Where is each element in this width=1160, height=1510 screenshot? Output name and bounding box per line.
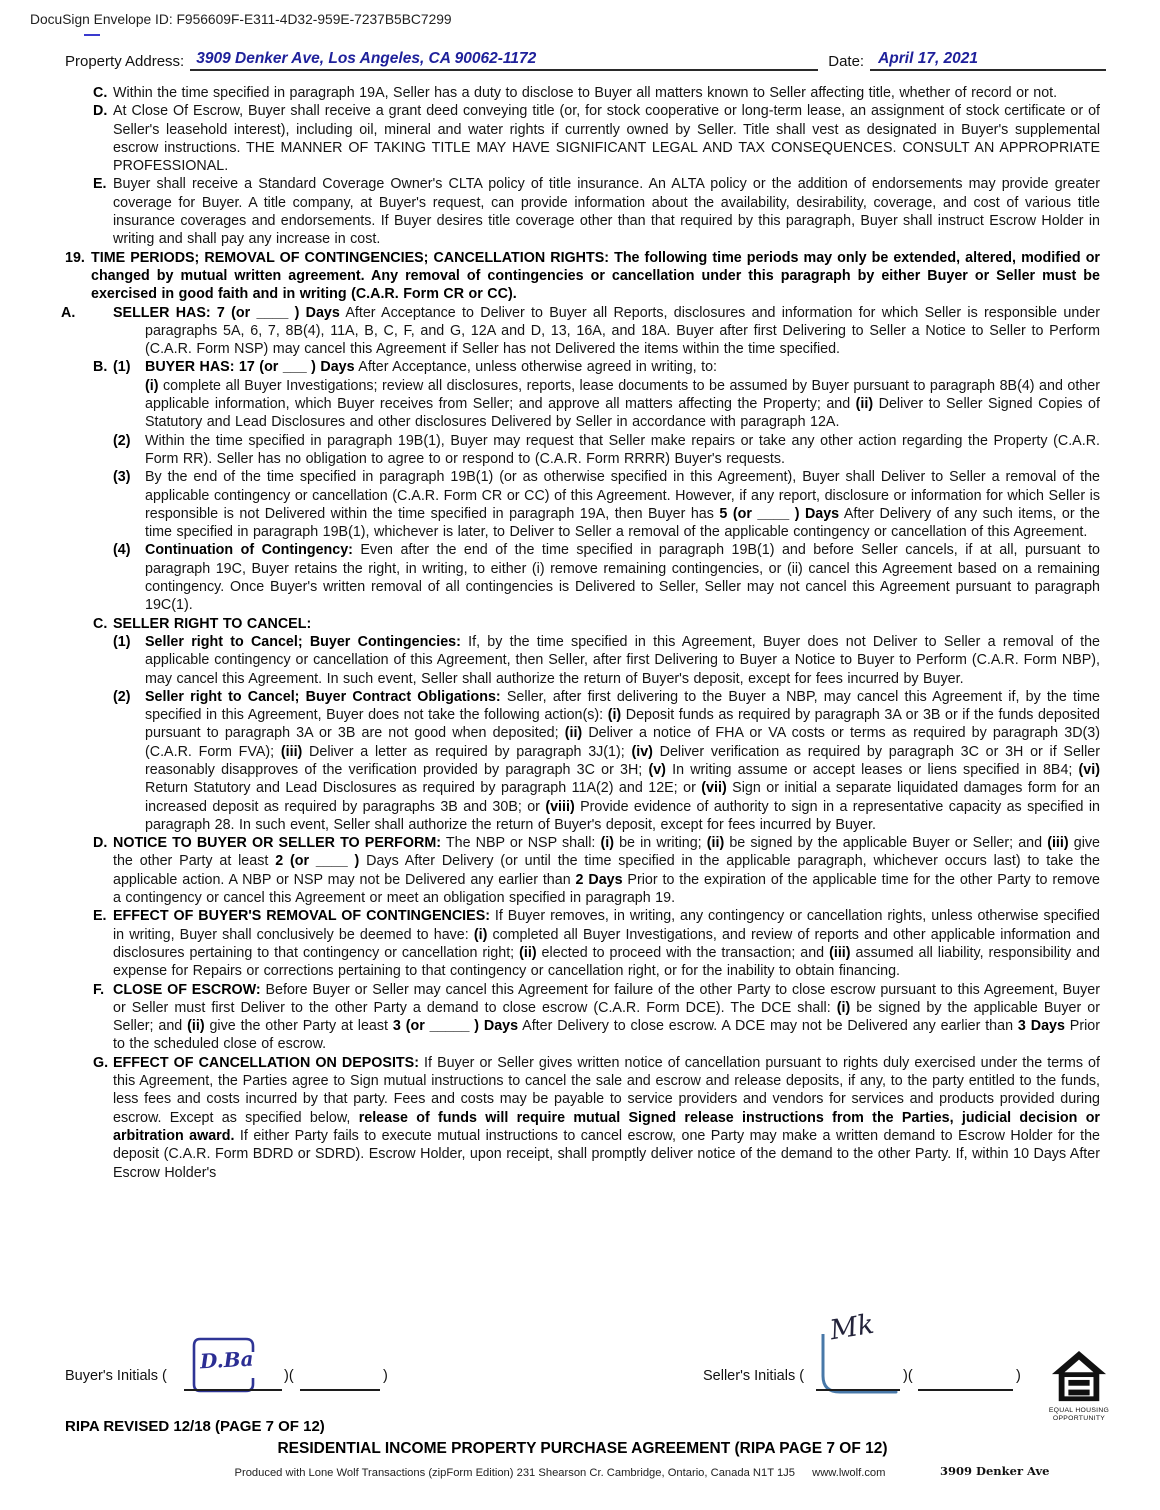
doc-paragraph [65, 1054, 1100, 1182]
doc-paragraph [65, 377, 1100, 432]
paragraph-text: EFFECT OF CANCELLATION ON DEPOSITS: If Buyer or Seller gives written notice of cancellation pursuant to rights duly exercised under the terms of this Agreement, the Parties agree to Sign mutual instructions to cancel the sale and escrow and release deposits, if any, to the party entitled to the funds, less fees and costs incurred by that party. Fees and costs may be payable to service providers and vendors for services and products provided during escrow. Except as specified below, release of funds will require mutual Signed release instructions from the Parties, judicial decision or arbitration award. If either Party fails to execute mutual instructions to cancel escrow, one Party may make a written demand to Escrow Holder for the deposit (C.A.R. Form BDRD or SDRD). Escrow Holder, upon receipt, shall promptly deliver notice of the demand to the other Party. If, within 10 Days After Escrow Holder's [113, 1054, 1100, 1181]
paragraph-marker: E. [93, 176, 107, 193]
paragraph-marker: (3) [113, 469, 131, 486]
paragraph-text: Continuation of Contingency: Even after the end of the time specified in paragraph 19B(1) and before Seller cancels, if at all, pursuant to paragraph 19C, Buyer retains the right, in writing, to either (i) remove remaining contingencies, or (ii) cancel this Agreement based on a remaining contingency. Once Buyer's written removal of all contingencies is Delivered to Seller, Seller may not cancel this Agreement pursuant to paragraph 19C(1). [145, 542, 1100, 614]
doc-paragraph: A. SELLER HAS: 7 (or ____ ) Days After Acceptance to Deliver to Buyer all Reports, disclosures and information for which Seller is responsible under paragraphs 5A, 6, 7, 8B(4), 11A, B, C, F, and G, 12A and D, 13, 16A, and 18A. Buyer after first Delivering to Seller a Notice to Seller to Perform (C.A.R. Form NSP) may cancel this Agreement if Seller has not Delivered the items within the time specified. [61, 304, 1100, 358]
doc-paragraph [65, 834, 1100, 907]
doc-paragraph [65, 688, 1100, 834]
doc-paragraph [65, 432, 1100, 469]
lwolf-link[interactable]: www.lwolf.com [812, 1467, 886, 1479]
property-address-value: 3909 Denker Ave, Los Angeles, CA 90062-1172 [190, 50, 818, 71]
docusign-envelope-id: DocuSign Envelope ID: F956609F-E311-4D32-959E-7237B5BC7299 [30, 12, 452, 27]
docusign-underline-mark [84, 34, 100, 36]
paragraph-text: By the end of the time specified in paragraph 19B(1) (or as otherwise specified in this Agreement), Buyer shall Deliver to Seller a removal of the applicable contingency or cancellation (C.A.R. Form CR or CC) of this Agreement. However, if any report, disclosure or information for which Seller is responsible is not Delivered within the time specified in paragraph 19A, then Buyer has 5 (or ____ ) Days After Delivery of any such items, or the time specified in paragraph 19B(1), whichever is later, to Deliver to Seller a removal of the applicable contingency or cancellation of this Agreement. [145, 469, 1101, 541]
revision-line: RIPA REVISED 12/18 (PAGE 7 OF 12) [65, 1418, 325, 1435]
buyer-initials-line-1[interactable] [184, 1389, 282, 1391]
doc-paragraph [65, 102, 1100, 175]
paragraph-marker: 19. [65, 249, 85, 266]
doc-paragraph [65, 84, 1100, 102]
date-value: April 17, 2021 [870, 50, 1106, 71]
paragraph-marker: C. [93, 615, 108, 632]
paragraph-marker: (4) [113, 542, 131, 559]
paragraph-marker: D. [93, 103, 108, 120]
paragraph-text: (i) complete all Buyer Investigations; review all disclosures, reports, lease documents to be assumed by Buyer pursuant to paragraph 8B(4) and other applicable information, which Buyer receives from Seller; and approve all matters affecting the Property; and (ii) Deliver to Seller Signed Copies of Statutory and Lead Disclosures and other disclosures Delivered by Seller in accordance with paragraph 12A. [145, 377, 1100, 431]
paragraph-text: EFFECT OF BUYER'S REMOVAL OF CONTINGENCIES: If Buyer removes, in writing, any contingency or cancellation rights, unless otherwise specified in writing, Buyer shall conclusively be deemed to have: (i) completed all Buyer Investigations, and review of reports and other applicable information and disclosures pertaining to that contingency or cancellation right; (ii) elected to proceed with the transaction; and (iii) assumed all liability, responsibility and expense for Repairs or corrections pertaining to that contingency or cancellation right, or for the inability to obtain financing. [113, 908, 1101, 980]
paragraph-text: At Close Of Escrow, Buyer shall receive a grant deed conveying title (or, for stock cooperative or long-term lease, an assignment of stock certificate or of Seller's leasehold interest), including oil, mineral and water rights if currently owned by Seller. Title shall vest as designated in Buyer's supplemental escrow instructions. THE MANNER OF TAKING TITLE MAY HAVE SIGNIFICANT LEGAL AND TAX CONSEQUENCES. CONSULT AN APPROPRIATE PROFESSIONAL. [113, 103, 1100, 175]
seller-initials-line-2[interactable] [918, 1389, 1013, 1391]
seller-paren-close: ) [1016, 1368, 1021, 1384]
equal-housing-line1: EQUAL HOUSING [1048, 1407, 1110, 1414]
paragraph-text: Within the time specified in paragraph 19B(1), Buyer may request that Seller make repairs or take any other action regarding the Property (C.A.R. Form RR). Seller has no obligation to agree to or respond to (C.A.R. Form RRRR) Buyer's requests. [145, 432, 1100, 467]
doc-paragraph [65, 358, 1100, 376]
paragraph-text: Seller right to Cancel; Buyer Contract Obligations: Seller, after first delivering to the Buyer a NBP, may cancel this Agreement if, by the time specified in this Agreement, Buyer does not take the following action(s): (i) Deposit funds as required by paragraph 3A or 3B or if the funds deposited pursuant to paragraph 3A or 3B are not good when deposited; (ii) Deliver a notice of FHA or VA costs or terms as required by paragraph 3D(3) (C.A.R. Form FVA); (iii) Deliver a letter as required by paragraph 3J(1); (iv) Deliver verification as required by paragraph 3C or 3H or if Seller reasonably disapproves of the verification provided by paragraph 3C or 3H; (v) In writing assume or accept leases or liens specified in 8B4; (vi) Return Statutory and Lead Disclosures as required by paragraph 11A(2) and 12E; or (vii) Sign or initial a separate liquidated damages form for an increased deposit as required by paragraphs 3B and 30B; or (viii) Provide evidence of authority to sign in a representative capacity as specified in paragraph 28. In such event, Seller shall authorize the return of Buyer's deposit, except for fees incurred by Buyer. [145, 688, 1100, 833]
seller-initials-line-1[interactable] [816, 1389, 900, 1391]
doc-paragraph [65, 615, 1100, 633]
paragraph-text: TIME PERIODS; REMOVAL OF CONTINGENCIES; CANCELLATION RIGHTS: The following time periods may only be extended, altered, modified or changed by mutual written agreement. Any removal of contingencies or cancellation under this paragraph by either Buyer or Seller must be exercised in good faith and in writing (C.A.R. Form CR or CC). [91, 249, 1100, 303]
buyer-parens: )( [284, 1368, 294, 1384]
seller-parens: )( [903, 1368, 913, 1384]
paragraph-marker: B. [93, 359, 108, 376]
paragraph-marker: G. [93, 1054, 109, 1071]
doc-paragraph [65, 249, 1100, 304]
doc-paragraph [65, 981, 1100, 1054]
paragraph-text: BUYER HAS: 17 (or ___ ) Days After Acceptance, unless otherwise agreed in writing, to: [145, 359, 718, 376]
doc-paragraph [65, 175, 1100, 248]
buyer-initials-label: Buyer's Initials ( [65, 1368, 167, 1384]
equal-housing-line2: OPPORTUNITY [1052, 1414, 1106, 1422]
paragraph-text: SELLER RIGHT TO CANCEL: [113, 615, 312, 632]
paragraph-text: CLOSE OF ESCROW: Before Buyer or Seller may cancel this Agreement for failure of the other Party to close escrow pursuant to this Agreement, Buyer or Seller must first Deliver to the other Party a demand to close escrow (C.A.R. Form DCE). The DCE shall: (i) be signed by the applicable Buyer or Seller; and (ii) give the other Party at least 3 (or _____ ) Days After Delivery to close escrow. A DCE may not be Delivered any earlier than 3 Days Prior to the scheduled close of escrow. [113, 981, 1100, 1053]
produced-text: Produced with Lone Wolf Transactions (zipForm Edition) 231 Shearson Cr. Cambridge, Ontario, Canada N1T 1J5 [234, 1467, 795, 1479]
docusign-initial-tab-seller[interactable] [818, 1334, 900, 1396]
form-title: RESIDENTIAL INCOME PROPERTY PURCHASE AGREEMENT (RIPA PAGE 7 OF 12) [277, 1440, 888, 1457]
document-body [61, 84, 1101, 1182]
paragraph-marker: C. [93, 85, 108, 101]
doc-reference: 3909 Denker Ave [940, 1464, 1050, 1478]
date-label: Date: [828, 53, 865, 70]
paragraph-marker: E. [93, 908, 107, 925]
paragraph-marker: D. [93, 835, 108, 852]
paragraph-marker: (2) [113, 432, 131, 449]
paragraph-marker: (1) [113, 359, 131, 376]
paragraph-text: NOTICE TO BUYER OR SELLER TO PERFORM: The NBP or NSP shall: (i) be in writing; (ii) be signed by the applicable Buyer or Seller; and (iii) give the other Party at least 2 (or ____ ) Days After Delivery (or until the time specified in the applicable paragraph, whichever occurs last) to take the applicable action. A NBP or NSP may not be Delivered any earlier than 2 Days Prior to the expiration of the applicable time for the other Party to remove a contingency or cancel this Agreement or meet an obligation specified in paragraph 19. [113, 835, 1100, 907]
paragraph-text: SELLER HAS: 7 (or ____ ) Days After Acceptance to Deliver to Buyer all Reports, disclosures and information for which Seller is responsible under paragraphs 5A, 6, 7, 8B(4), 11A, B, C, F, and G, 12A and D, 13, 16A, and 18A. Buyer after first Delivering to Seller a Notice to Seller to Perform (C.A.R. Form NSP) may cancel this Agreement if Seller has not Delivered the items within the time specified. [113, 304, 1100, 358]
paragraph-text: Seller right to Cancel; Buyer Contingencies: If, by the time specified in this Agreement, Buyer does not Deliver to Seller a removal of the applicable contingency or cancellation of this Agreement, then Seller, after first Delivering to Buyer a Notice to Buyer to Perform (C.A.R. Form NBP), may cancel this Agreement. In such event, Seller shall authorize the return of Buyer's deposit, except for fees incurred by Buyer. [145, 633, 1100, 687]
paragraph-marker: F. [93, 981, 105, 998]
doc-paragraph [65, 541, 1100, 614]
doc-paragraph [65, 468, 1100, 541]
equal-housing-caption [1022, 1407, 1136, 1422]
property-address-row [65, 50, 1155, 71]
paragraph-marker: (2) [113, 688, 131, 705]
doc-paragraph [65, 907, 1100, 980]
equal-housing-logo-icon [1050, 1350, 1108, 1406]
property-address-label: Property Address: [65, 53, 185, 70]
paragraph-text: Within the time specified in paragraph 19A, Seller has a duty to disclose to Buyer all matters known to Seller affecting title, whether of record or not. [113, 85, 1058, 101]
buyer-initials-signature[interactable]: D.Ba [199, 1346, 255, 1374]
seller-initials-label: Seller's Initials ( [703, 1368, 805, 1384]
paragraph-text: Buyer shall receive a Standard Coverage Owner's CLTA policy of title insurance. An ALTA policy or the addition of endorsements may provide greater coverage for Buyer. A title company, at Buyer's request, can provide information about the availability, desirability, coverage, and cost of various title insurance coverages and endorsements. If Buyer desires title coverage other than that required by this paragraph, Buyer shall instruct Escrow Holder in writing and shall pay any increase in cost. [113, 176, 1100, 248]
doc-paragraph [65, 633, 1100, 688]
seller-initials-signature[interactable]: Mk [827, 1308, 877, 1347]
buyer-initials-line-2[interactable] [300, 1389, 380, 1391]
paragraph-marker: (1) [113, 633, 131, 650]
buyer-paren-close: ) [383, 1368, 388, 1384]
